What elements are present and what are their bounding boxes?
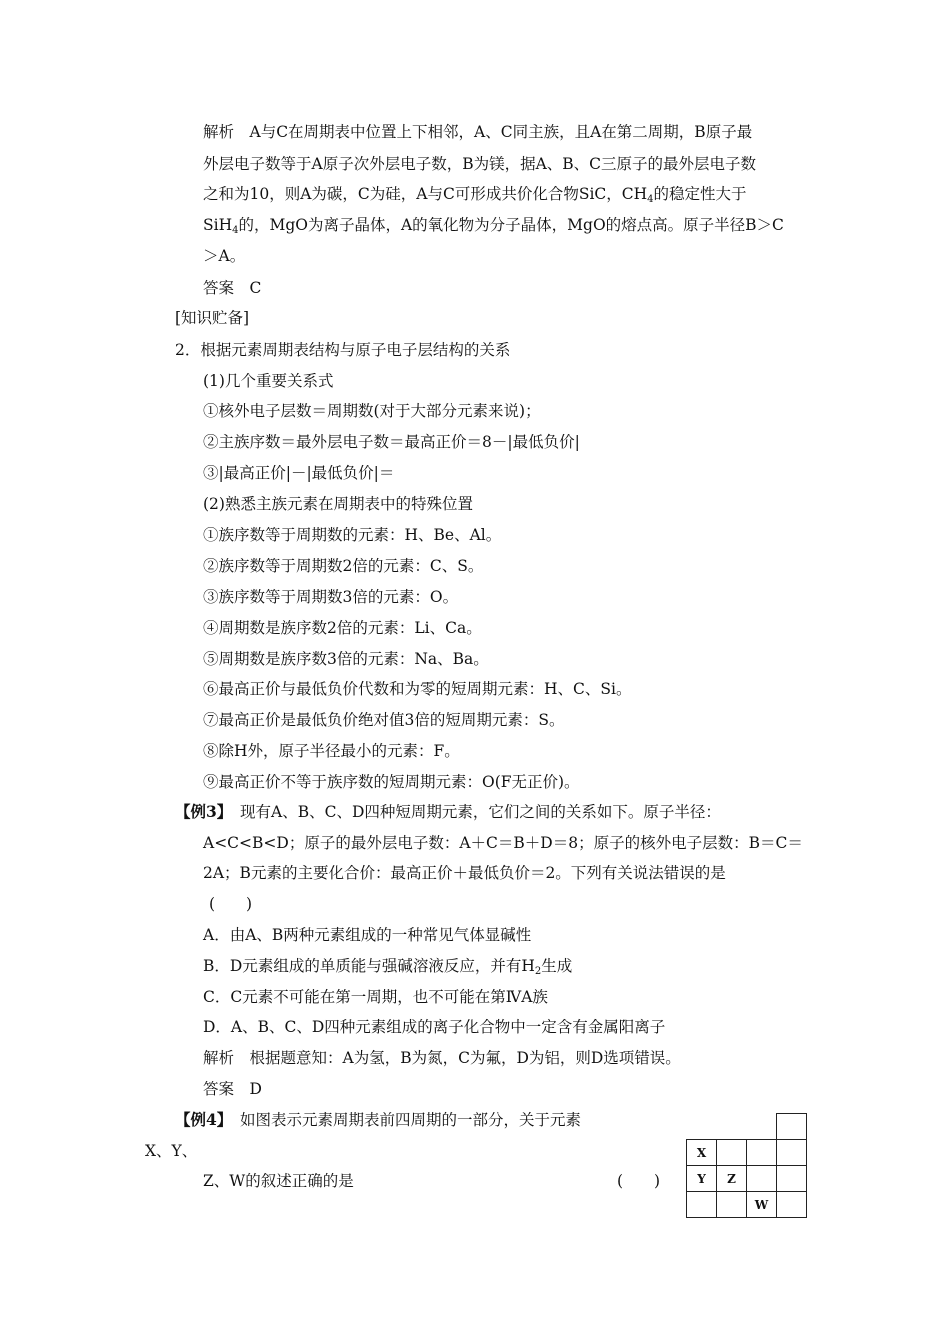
example-3-label: 【例3】 [175,802,225,821]
list-item: ②族序数等于周期数2倍的元素：C、S。 [203,557,484,575]
list-item: ①族序数等于周期数的元素：H、Be、Al。 [203,526,502,544]
text-line: A<C<B<D；原子的最外层电子数：A＋C＝B＋D＝8；原子的核外电子层数：B＝C＝ [203,834,803,852]
answer-line: 答案 D [203,1080,262,1098]
analysis-line: 解析 根据题意知：A为氢，B为氮，C为氟，D为铝，则D选项错误。 [203,1049,681,1067]
example-4-label: 【例4】 [175,1110,225,1129]
list-item: ⑤周期数是族序数3倍的元素：Na、Ba。 [203,650,489,668]
text-line: 解析 A与C在周期表中位置上下相邻，A、C同主族，且A在第二周期，B原子最 [203,123,753,141]
periodic-table-fragment [686,1113,806,1215]
table-cell [776,1113,807,1140]
table-cell [686,1191,717,1218]
option-b: B．D元素组成的单质能与强碱溶液反应，并有$H_2$生成 [203,957,573,977]
list-item: ⑦最高正价是最低负价绝对值3倍的短周期元素：S。 [203,711,565,729]
list-item: ⑥最高正价与最低负价代数和为零的短周期元素：H、C、Si。 [203,680,632,698]
section-heading: [知识贮备] [175,309,250,327]
table-cell [776,1139,807,1166]
list-item: ②主族序数＝最外层电子数＝最高正价＝8－|最低负价| [203,433,580,451]
list-item: ④周期数是族序数2倍的元素：Li、Ca。 [203,619,482,637]
option-a: A．由A、B两种元素组成的一种常见气体显碱性 [203,926,532,944]
table-cell [776,1191,807,1218]
list-item: ⑧除H外，原子半径最小的元素：F。 [203,742,460,760]
answer-blank: ( ) [617,1172,661,1190]
list-item: ③族序数等于周期数3倍的元素：O。 [203,588,459,606]
sub-heading: (1)几个重要关系式 [203,372,334,390]
table-cell-z: Z [716,1165,747,1192]
table-cell [776,1165,807,1192]
text-line: 之和为10，则A为碳，C为硅，A与C可形成共价化合物SiC，$CH_4$的稳定性大于 [203,185,747,205]
text-line: 2A；B元素的主要化合价：最高正价＋最低负价＝2。下列有关说法错误的是 [203,864,726,882]
table-cell [716,1139,747,1166]
text-line: ＞A。 [203,247,246,265]
list-item: ③|最高正价|－|最低负价|＝ [203,464,395,482]
table-cell [716,1191,747,1218]
table-cell [746,1139,777,1166]
answer-blank: ( ) [209,895,253,913]
text-line: X、Y、 [145,1142,198,1160]
text-line: 外层电子数等于A原子次外层电子数，B为镁，据A、B、C三原子的最外层电子数 [203,155,757,173]
table-cell-x: X [686,1139,717,1166]
text-line: SiH$_4$的，MgO为离子晶体，A的氧化物为分子晶体，MgO的熔点高。原子半径B＞C [203,216,784,236]
table-cell-w: W [746,1191,777,1218]
example-4-line: 【例4】 如图表示元素周期表前四周期的一部分，关于元素 [175,1110,582,1129]
topic-title: 2．根据元素周期表结构与原子电子层结构的关系 [175,341,511,359]
list-item: ①核外电子层数＝周期数(对于大部分元素来说)； [203,402,541,420]
list-item: ⑨最高正价不等于族序数的短周期元素：O(F无正价)。 [203,773,580,791]
answer-line: 答案 C [203,279,262,297]
option-d: D．A、B、C、D四种元素组成的离子化合物中一定含有金属阳离子 [203,1018,666,1036]
table-cell [746,1165,777,1192]
sub-heading: (2)熟悉主族元素在周期表中的特殊位置 [203,495,473,513]
example-3-line: 【例3】 现有A、B、C、D四种短周期元素，它们之间的关系如下。原子半径： [175,802,721,821]
table-cell-y: Y [686,1165,717,1192]
option-c: C．C元素不可能在第一周期，也不可能在第ⅣA族 [203,988,548,1006]
text-line: Z、W的叙述正确的是 [203,1172,354,1190]
